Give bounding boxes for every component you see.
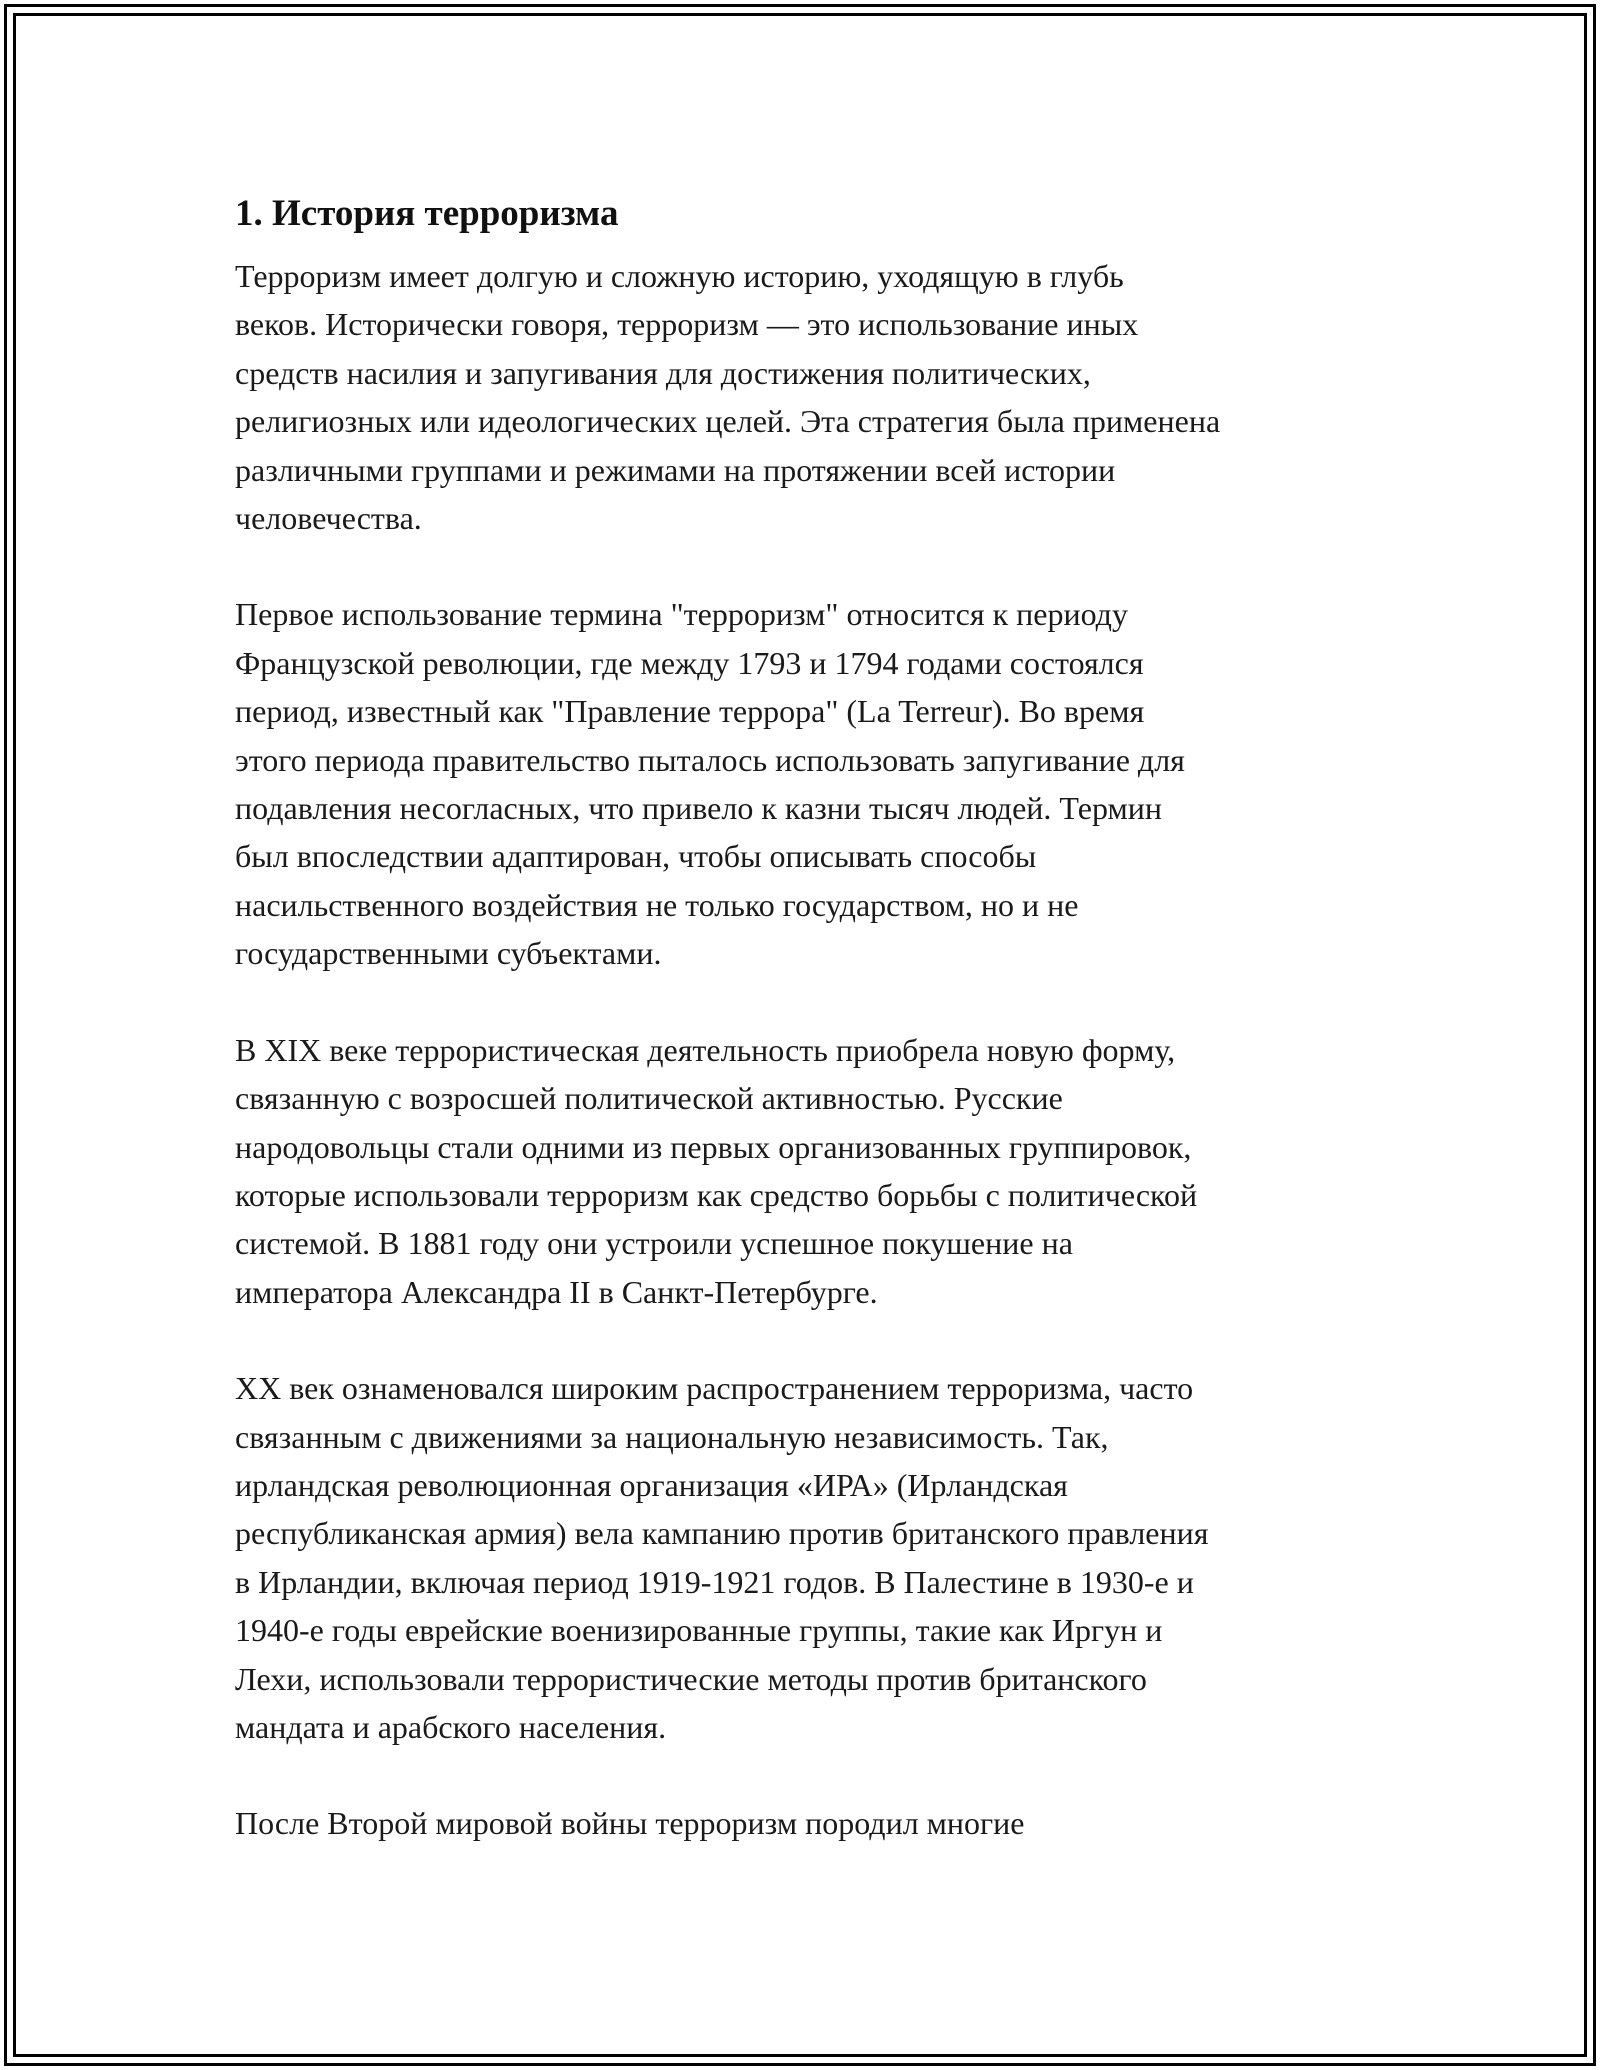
paragraph-line: Первое использование термина "терроризм" относится к периоду bbox=[235, 596, 1128, 633]
paragraph-line: связанную с возросшей политической активностью. Русские bbox=[235, 1080, 1063, 1117]
paragraph-1 bbox=[235, 252, 1365, 542]
paragraph-line: был впоследствии адаптирован, чтобы описывать способы bbox=[235, 838, 1037, 875]
paragraph-line: XX век ознаменовался широким распространением терроризма, часто bbox=[235, 1370, 1194, 1407]
paragraph-line: Лехи, использовали террористические методы против британского bbox=[235, 1660, 1147, 1697]
paragraph-line: мандата и арабского населения. bbox=[235, 1708, 667, 1745]
paragraph-line: различными группами и режимами на протяжении всей истории bbox=[235, 451, 1116, 488]
paragraph-5 bbox=[235, 1799, 1365, 1847]
paragraph-line: подавления несогласных, что привело к казни тысяч людей. Термин bbox=[235, 790, 1162, 827]
paragraph-line: республиканская армия) вела кампанию против британского правления bbox=[235, 1515, 1209, 1552]
paragraph-line: Терроризм имеет долгую и сложную историю, уходящую в глубь bbox=[235, 258, 1124, 294]
paragraph-line: религиозных или идеологических целей. Эта стратегия была применена bbox=[235, 403, 1221, 440]
paragraph-2 bbox=[235, 590, 1365, 977]
paragraph-line: период, известный как "Правление террора" (La Terreur). Во время bbox=[235, 693, 1145, 730]
paragraph-line: которые использовали терроризм как средство борьбы с политической bbox=[235, 1176, 1198, 1213]
paragraph-3 bbox=[235, 1026, 1365, 1316]
paragraph-line: веков. Исторически говоря, терроризм — это использование иных bbox=[235, 306, 1139, 343]
paragraph-line: ирландская революционная организация «ИРА» (Ирландская bbox=[235, 1466, 1068, 1503]
document-body bbox=[235, 186, 1365, 1896]
paragraph-line: этого периода правительство пыталось использовать запугивание для bbox=[235, 741, 1185, 778]
paragraph-line: человечества. bbox=[235, 500, 422, 537]
paragraph-line: императора Александра II в Санкт-Петербурге. bbox=[235, 1273, 878, 1310]
paragraph-line: народовольцы стали одними из первых организованных группировок, bbox=[235, 1128, 1192, 1165]
paragraph-line: государственными субъектами. bbox=[235, 935, 662, 972]
paragraph-line: Французской революции, где между 1793 и 1794 годами состоялся bbox=[235, 644, 1144, 681]
paragraph-line: системой. В 1881 году они устроили успешное покушение на bbox=[235, 1225, 1073, 1262]
paragraph-4 bbox=[235, 1364, 1365, 1751]
paragraph-line: насильственного воздействия не только государством, но и не bbox=[235, 886, 1079, 923]
paragraph-line: После Второй мировой войны терроризм породил многие bbox=[235, 1805, 1025, 1842]
section-heading: 1. История терроризма bbox=[235, 193, 619, 234]
paragraph-line: связанным с движениями за национальную независимость. Так, bbox=[235, 1418, 1109, 1455]
paragraph-line: средств насилия и запугивания для достижения политических, bbox=[235, 354, 1091, 391]
paragraph-line: В XIX веке террористическая деятельность приобрела новую форму, bbox=[235, 1031, 1176, 1068]
paragraph-line: 1940-е годы еврейские военизированные группы, такие как Иргун и bbox=[235, 1612, 1163, 1649]
paragraph-line: в Ирландии, включая период 1919-1921 годов. В Палестине в 1930-е и bbox=[235, 1563, 1194, 1600]
